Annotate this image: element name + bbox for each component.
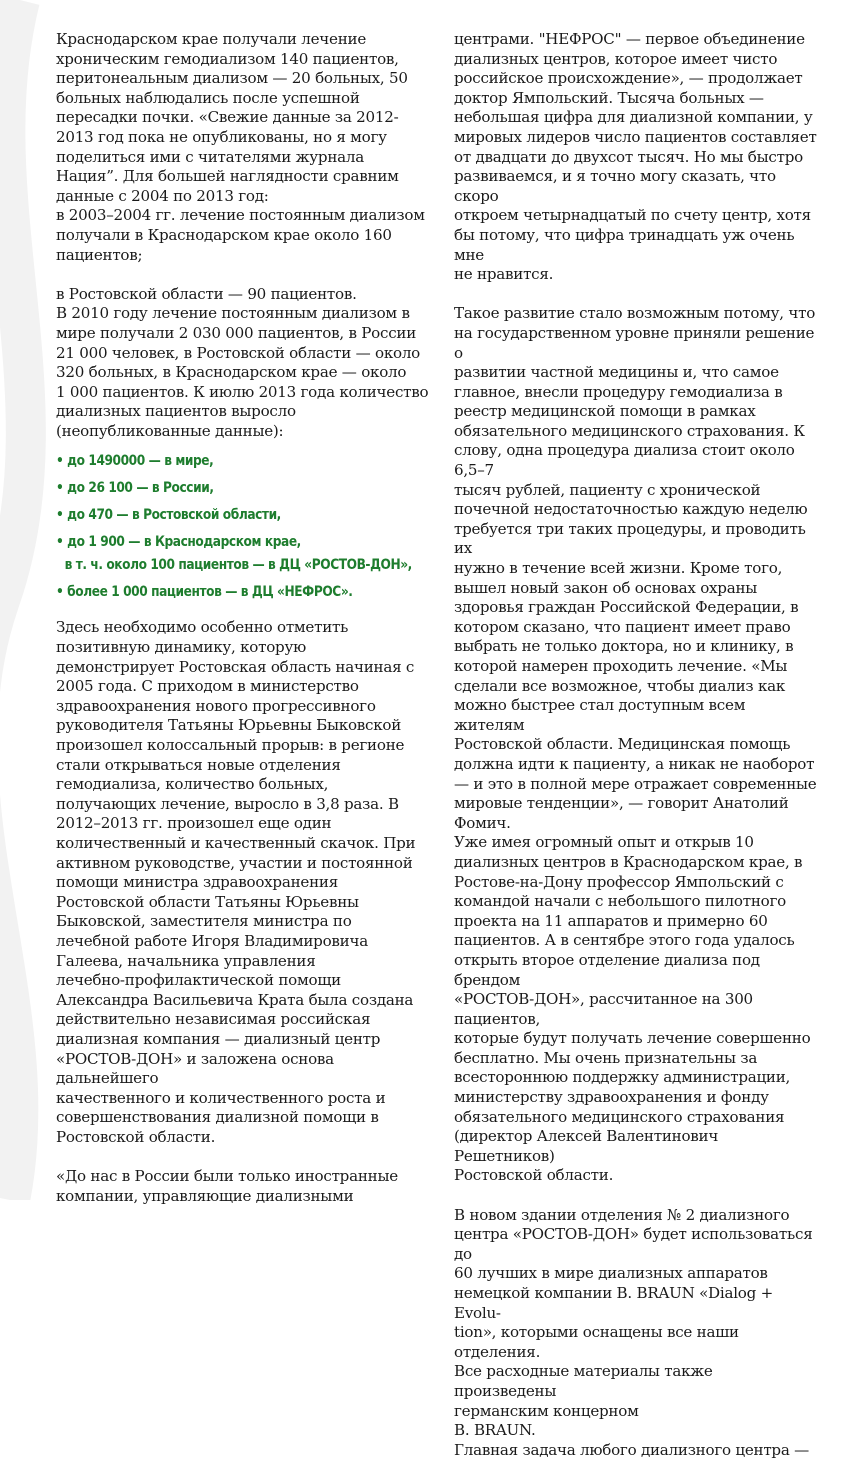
text-line: руководителя Татьяны Юрьевны Быковской	[56, 716, 402, 735]
left-para-1	[56, 30, 430, 265]
text-line: германским концерном	[454, 1401, 639, 1420]
text-line: должна идти к пациенту, а никак не наоборот	[454, 754, 815, 773]
text-line: Ростовской области Татьяны Юрьевны	[56, 892, 359, 911]
text-line: поделиться ими с читателями журнала	[56, 147, 364, 166]
text-line: диализных пациентов выросло	[56, 402, 296, 421]
text-line: перитонеальным диализом — 20 больных, 50	[56, 69, 408, 88]
text-line: Нация”. Для большей наглядности сравним	[56, 167, 399, 186]
text-line: помощи министра здравоохранения	[56, 873, 338, 892]
left-para-3	[56, 618, 430, 1147]
text-line: сделали все возможное, чтобы диализ как	[454, 676, 786, 695]
text-line: «До нас в России были только иностранные	[56, 1167, 398, 1186]
text-line: почечной недостаточностью каждую неделю	[454, 500, 808, 519]
text-line: B. BRAUN.	[454, 1421, 536, 1440]
text-line: 2013 год пока не опубликованы, но я могу	[56, 127, 387, 146]
text-line: 320 больных, в Краснодарском крае — около	[56, 363, 407, 382]
text-line: компании, управляющие диализными	[56, 1186, 354, 1205]
text-line: обязательного медицинского страхования	[454, 1107, 785, 1126]
text-line: можно быстрее стал доступным всем жителям	[454, 696, 746, 734]
right-para-1	[454, 30, 818, 285]
text-line: Главная задача любого диализного центра —	[454, 1440, 809, 1459]
text-line: небольшая цифра для диализной компании, у	[454, 108, 813, 127]
text-line: совершенствования диализной помощи в	[56, 1108, 379, 1127]
text-line: Ростовской области.	[56, 1127, 216, 1146]
text-line: получали в Краснодарском крае около 160	[56, 225, 392, 244]
stat-krasnodar: • до 1 900 — в Краснодарском крае,	[56, 534, 301, 551]
text-line: получающих лечение, выросло в 3,8 раза. В	[56, 794, 399, 813]
text-line: Здесь необходимо особенно отметить	[56, 618, 349, 637]
text-line: в Ростовской области — 90 пациентов.	[56, 284, 357, 303]
text-line: 60 лучших в мире диализных аппаратов	[454, 1264, 768, 1283]
stat-rostov-region: • до 470 — в Ростовской области,	[56, 507, 281, 524]
text-line: развитии частной медицины и, что самое	[454, 363, 779, 382]
text-line: командой начали с небольшого пилотного	[454, 892, 786, 911]
text-line: 21 000 человек, в Ростовской области — около	[56, 343, 421, 362]
text-line: открыть второе отделение диализа под брендом	[454, 950, 760, 989]
text-line: В новом здании отделения № 2 диализного	[454, 1205, 790, 1224]
text-line: Уже имея огромный опыт и открыв 10	[454, 833, 754, 852]
text-line: немецкой компании B. BRAUN «Dialog + Evolu-	[454, 1284, 774, 1322]
text-line: здравоохранения нового прогрессивного	[56, 696, 376, 715]
text-line: количественный и качественный скачок. При	[56, 834, 416, 852]
text-line: Фомич.	[454, 813, 511, 832]
text-line: диализных центров в Краснодарском крае, в	[454, 852, 803, 871]
left-para-2	[56, 285, 430, 442]
text-line: Краснодарском крае получали лечение	[56, 30, 367, 48]
text-line: которые будут получать лечение совершенно	[454, 1029, 811, 1048]
text-line: произошел колоссальный прорыв: в регионе	[56, 736, 405, 755]
dialysis-stats-list	[56, 451, 430, 602]
text-line: не нравится.	[454, 265, 554, 284]
text-line: в 2003–2004 гг. лечение постоянным диализом	[56, 206, 425, 225]
text-line: лечебной работе Игоря Владимировича	[56, 931, 368, 950]
right-para-3	[454, 1206, 818, 1460]
text-line: позитивную динамику, которую	[56, 638, 306, 657]
text-line: диализная компания — диализный центр	[56, 1029, 381, 1048]
text-line: Александра Васильевича Крата была создана	[56, 990, 414, 1009]
text-line: диализных центров, которое имеет чисто	[454, 49, 778, 68]
text-line: 2012–2013 гг. произошел еще один	[56, 814, 332, 833]
text-line: «РОСТОВ-ДОН» и заложена основа дальнейшего	[56, 1049, 334, 1088]
text-line: пациентов;	[56, 245, 143, 264]
text-line: tion», которыми оснащены все наши отделения.	[454, 1323, 739, 1361]
text-line: обязательного медицинского страхования. К	[454, 421, 805, 440]
text-line: Ростове-на-Дону профессор Ямпольский с	[454, 872, 784, 891]
text-line: центра «РОСТОВ-ДОН» будет использоваться до	[454, 1225, 813, 1263]
text-line: хроническим гемодиализом 140 пациентов,	[56, 49, 399, 68]
text-line: 1 000 пациентов. К июлю 2013 года количество	[56, 382, 429, 401]
text-line: пересадки почки. «Свежие данные за 2012-	[56, 108, 399, 127]
text-line: которой намерен проходить лечение. «Мы	[454, 657, 788, 675]
text-line: бы потому, что цифра тринадцать уж очень мне	[454, 225, 795, 264]
text-line: Ростовской области. Медицинская помощь	[454, 735, 791, 754]
text-line: развиваемся, и я точно могу сказать, что скоро	[454, 167, 776, 205]
text-line: мировые тенденции», — говорит Анатолий	[454, 794, 789, 813]
text-line: (неопубликованные данные):	[56, 421, 284, 440]
stat-rostov-don: в т. ч. около 100 пациентов — в ДЦ «РОСТОВ-ДОН»,	[64, 557, 412, 574]
text-line: — и это в полной мере отражает современные	[454, 774, 817, 793]
stat-russia: • до 26 100 — в России,	[56, 480, 214, 497]
text-line: вышел новый закон об основах охраны	[454, 578, 758, 597]
text-line: требуется три таких процедуры, и проводить их	[454, 519, 806, 558]
text-line: здоровья граждан Российской Федерации, в	[454, 598, 799, 617]
text-line: качественного и количественного роста и	[56, 1088, 386, 1107]
text-line: на государственном уровне приняли решение о	[454, 323, 815, 362]
text-line: нужно в течение всей жизни. Кроме того,	[454, 559, 783, 578]
text-line: центрами. "НЕФРОС" — первое объединение	[454, 30, 805, 48]
text-line: котором сказано, что пациент имеет право	[454, 617, 791, 636]
text-line: доктор Ямпольский. Тысяча больных —	[454, 88, 764, 107]
text-line: стали открываться новые отделения	[56, 755, 341, 774]
text-line: активном руководстве, участии и постоянной	[56, 853, 413, 872]
text-line: тысяч рублей, пациенту с хронической	[454, 480, 761, 499]
text-line: гемодиализа, количество больных,	[56, 775, 329, 794]
text-line: мире получали 2 030 000 пациентов, в России	[56, 323, 417, 342]
text-line: больных наблюдались после успешной	[56, 88, 360, 107]
text-line: 2005 года. С приходом в министерство	[56, 677, 359, 696]
left-para-4	[56, 1167, 430, 1206]
text-line: (директор Алексей Валентинович Решетников)	[454, 1127, 719, 1165]
text-line: мировых лидеров число пациентов составляет	[454, 127, 817, 146]
text-line: Ростовской области.	[454, 1166, 614, 1185]
text-line: министерству здравоохранения и фонду	[454, 1088, 769, 1107]
text-line: Все расходные материалы также произведены	[454, 1362, 713, 1400]
text-line: главное, внесли процедуру гемодиализа в	[454, 382, 783, 401]
right-column	[454, 30, 818, 1460]
text-line: Быковской, заместителя министра по	[56, 912, 352, 931]
text-line: российское происхождение», — продолжает	[454, 69, 803, 88]
text-line: Такое развитие стало возможным потому, что	[454, 304, 816, 323]
text-line: данные с 2004 по 2013 год:	[56, 186, 269, 205]
text-line: действительно независимая российская	[56, 1010, 371, 1029]
text-line: бесплатно. Мы очень признательны за	[454, 1048, 758, 1067]
text-line: всестороннюю поддержку администрации,	[454, 1068, 791, 1087]
text-line: лечебно-профилактической помощи	[56, 971, 341, 990]
right-para-2	[454, 304, 818, 1186]
text-line: пациентов. А в сентябре этого года удалось	[454, 931, 795, 950]
text-line: откроем четырнадцатый по счету центр, хотя	[454, 206, 811, 225]
text-line: «РОСТОВ-ДОН», рассчитанное на 300 пациентов,	[454, 990, 753, 1028]
text-line: демонстрирует Ростовская область начиная с	[56, 657, 415, 676]
stat-world: • до 1490000 — в мире,	[56, 453, 214, 470]
text-line: проекта на 11 аппаратов и примерно 60	[454, 911, 768, 930]
text-line: слову, одна процедура диализа стоит около 6,5–7	[454, 441, 795, 480]
left-column	[56, 30, 430, 1206]
text-line: от двадцати до двухсот тысяч. Но мы быстро	[454, 147, 803, 166]
text-line: Галеева, начальника управления	[56, 951, 316, 970]
stat-nefros: • более 1 000 пациентов — в ДЦ «НЕФРОС».	[56, 584, 353, 601]
text-line: выбрать не только доктора, но и клинику, в	[454, 637, 794, 656]
text-line: В 2010 году лечение постоянным диализом в	[56, 304, 410, 323]
text-line: реестр медицинской помощи в рамках	[454, 402, 756, 421]
